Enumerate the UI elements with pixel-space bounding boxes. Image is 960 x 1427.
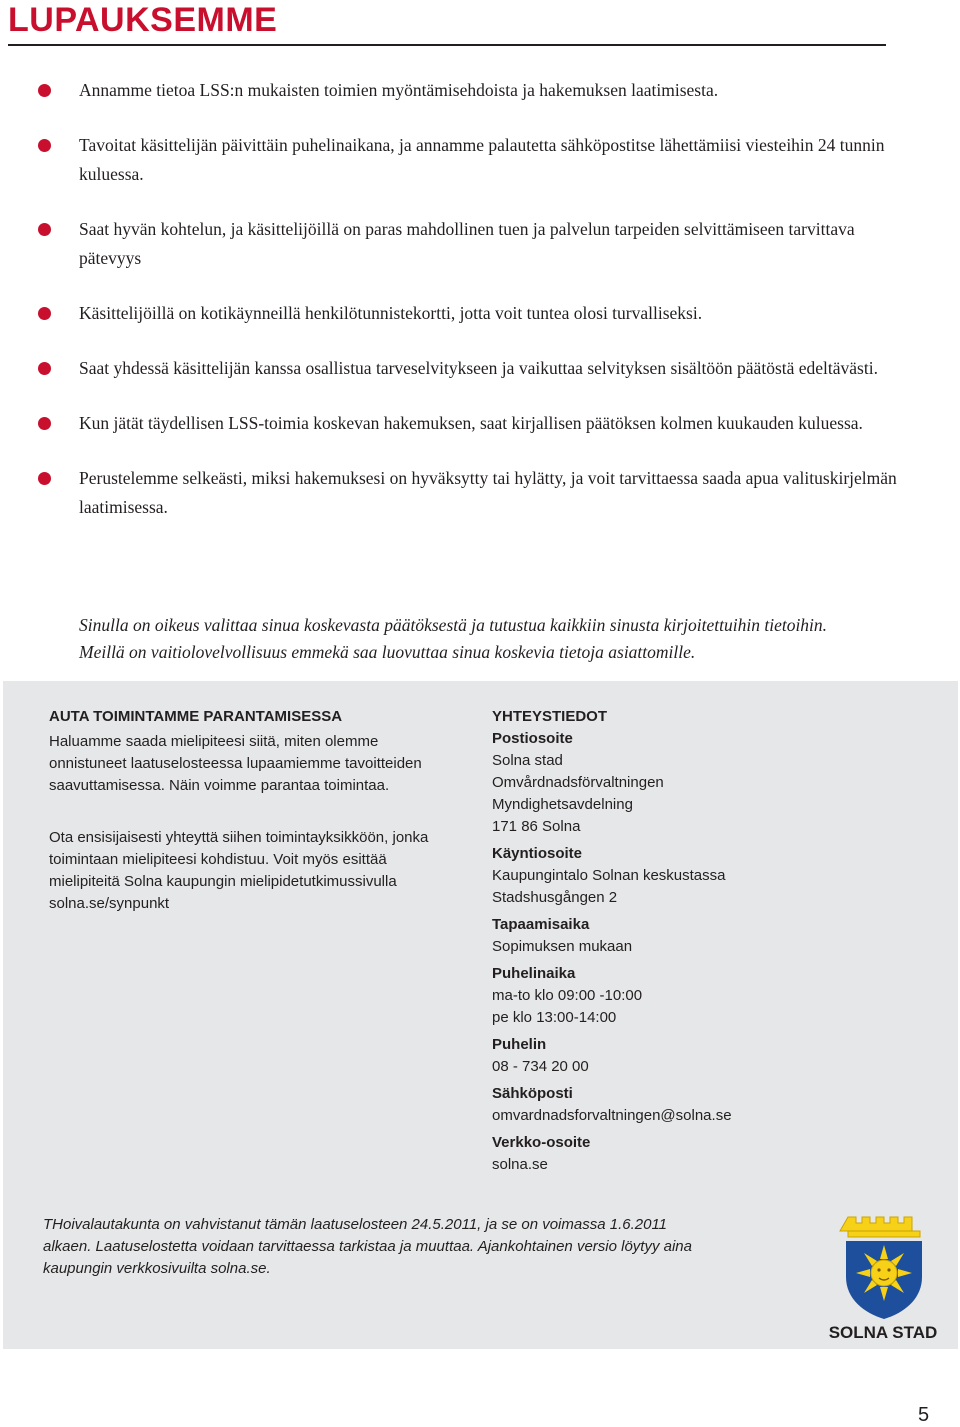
- website-label: Verkko-osoite: [492, 1134, 591, 1151]
- meeting-value: Sopimuksen mukaan: [492, 938, 633, 955]
- email: [492, 1083, 912, 1127]
- website-value: solna.se: [492, 1156, 548, 1173]
- list-item: [0, 409, 960, 438]
- email-label: Sähköposti: [492, 1085, 573, 1102]
- list-item: [0, 215, 960, 273]
- meeting-time: [492, 914, 912, 958]
- promise-list: [0, 76, 960, 548]
- page-number: 5: [918, 1404, 930, 1426]
- bullet-dot-icon: [38, 307, 51, 320]
- phone-hours-line: pe klo 13:00-14:00: [492, 1009, 617, 1026]
- bullet-dot-icon: [38, 84, 51, 97]
- rights-line-1: Sinulla on oikeus valittaa sinua koskevasta päätöksestä ja tutustua kaikkiin sinusta kirjoitettuihin tietoihin.: [79, 615, 828, 635]
- postal-line: 171 86 Solna: [492, 818, 581, 835]
- feedback-paragraph-1: Haluamme saada mielipiteesi siitä, miten olemme onnistuneet laatuselosteessa lupaamiemme tavoitteiden saavuttamisessa. Näin voimme parantaa toimintaa.: [49, 733, 422, 794]
- list-item: [0, 299, 960, 328]
- list-item-text: Tavoitat käsittelijän päivittäin puhelinaikana, ja annamme palautetta sähköpostitse lähettämiisi viesteihin 24 tunnin kuluessa.: [79, 135, 885, 184]
- phone-hours-line: ma-to klo 09:00 -10:00: [492, 987, 643, 1004]
- page-title: LUPAUKSEMME: [8, 1, 278, 39]
- postal-line: Omvårdnadsförvaltningen: [492, 774, 664, 791]
- feedback-section: [49, 706, 439, 915]
- logo-wordmark: SOLNA STAD: [828, 1323, 938, 1342]
- list-item-text: Saat yhdessä käsittelijän kanssa osallistua tarveselvitykseen ja vaikuttaa selvityksen sisältöön päätöstä edeltävästi.: [79, 358, 878, 378]
- postal-address: [492, 728, 912, 838]
- website: [492, 1132, 912, 1176]
- meeting-label: Tapaamisaika: [492, 916, 590, 933]
- list-item: [0, 76, 960, 105]
- list-item-text: Kun jätät täydellisen LSS-toimia koskevan hakemuksen, saat kirjallisen päätöksen kolmen kuukauden kuluessa.: [79, 413, 863, 433]
- list-item: [0, 464, 960, 522]
- list-item-text: Perustelemme selkeästi, miksi hakemuksesi on hyväksytty tai hylätty, ja voit tarvittaessa saada apua valituskirjelmän laatimisessa.: [79, 468, 897, 517]
- list-item: [0, 131, 960, 189]
- phone-value: 08 - 734 20 00: [492, 1058, 589, 1075]
- visit-label: Käyntiosoite: [492, 845, 583, 862]
- phone: [492, 1034, 912, 1078]
- contact-section: [492, 706, 912, 1181]
- title-divider: [8, 44, 886, 46]
- coat-of-arms-icon: [818, 1213, 948, 1321]
- postal-line: Solna stad: [492, 752, 563, 769]
- solna-stad-logo: [818, 1213, 948, 1348]
- postal-label: Postiosoite: [492, 730, 573, 747]
- contact-heading: YHTEYSTIEDOT: [492, 708, 608, 725]
- list-item-text: Käsittelijöillä on kotikäynneillä henkilötunnistekortti, jotta voit tuntea olosi turvalliseksi.: [79, 303, 703, 323]
- rights-line-2: Meillä on vaitiolovelvollisuus emmekä saa luovuttaa sinua koskevia tietoja asiattomille.: [79, 642, 696, 662]
- list-item-text: Annamme tietoa LSS:n mukaisten toimien myöntämisehdoista ja hakemuksen laatimisesta.: [79, 80, 719, 100]
- validity-note: THoivalautakunta on vahvistanut tämän laatuselosteen 24.5.2011, ja se on voimassa 1.6.2011 alkaen. Laatuselostetta voidaan tarvittaessa tarkistaa ja muuttaa. Ajankohtainen versio löytyy aina kaupungin verkkosivuilta solna.se.: [43, 1216, 692, 1277]
- feedback-heading: AUTA TOIMINTAMME PARANTAMISESSA: [49, 708, 343, 725]
- bullet-dot-icon: [38, 417, 51, 430]
- bullet-dot-icon: [38, 362, 51, 375]
- list-item-text: Saat hyvän kohtelun, ja käsittelijöillä on paras mahdollinen tuen ja palvelun tarpeiden selvittämiseen tarvittava pätevyys: [79, 219, 855, 268]
- email-value: omvardnadsforvaltningen@solna.se: [492, 1107, 732, 1124]
- phone-hours-label: Puhelinaika: [492, 965, 576, 982]
- bullet-dot-icon: [38, 472, 51, 485]
- bullet-dot-icon: [38, 139, 51, 152]
- postal-line: Myndighetsavdelning: [492, 796, 633, 813]
- bullet-dot-icon: [38, 223, 51, 236]
- visit-address: [492, 843, 912, 909]
- phone-label: Puhelin: [492, 1036, 547, 1053]
- feedback-paragraph-2: Ota ensisijaisesti yhteyttä siihen toimintayksikköön, jonka toimintaan mielipiteesi kohdistuu. Voit myös esittää mielipiteitä Solna kaupungin mielipidetutkimussivulla solna.se/synpunkt: [49, 829, 429, 912]
- visit-line: Stadshusgången 2: [492, 889, 618, 906]
- visit-line: Kaupungintalo Solnan keskustassa: [492, 867, 726, 884]
- rights-statement: [79, 612, 929, 666]
- phone-hours: [492, 963, 912, 1029]
- list-item: [0, 354, 960, 383]
